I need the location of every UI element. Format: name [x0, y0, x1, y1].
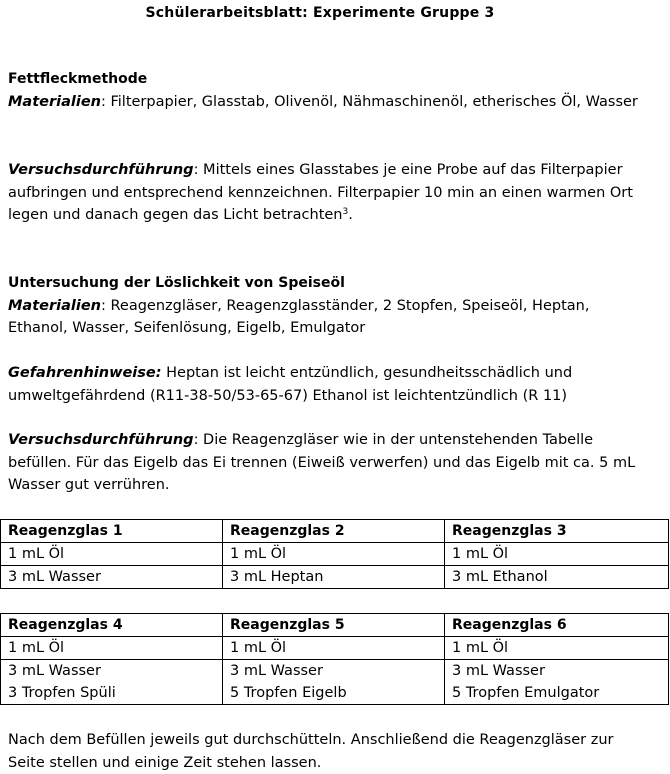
table-cell: 1 mL Öl: [1, 543, 223, 566]
table-header-cell: Reagenzglas 4: [1, 614, 223, 637]
procedure-end: .: [348, 207, 353, 223]
materials-paragraph: [8, 295, 648, 340]
cell-line: 5 Tropfen Emulgator: [452, 685, 600, 701]
materials-text: : Filterpapier, Glasstab, Olivenöl, Nähmaschinenöl, etherisches Öl, Wasser: [100, 93, 638, 110]
materials-paragraph: [8, 91, 648, 114]
table-cell: 1 mL Öl: [1, 637, 223, 660]
footnote-marker: 3: [342, 207, 349, 217]
materials-label: Materialien: [8, 93, 101, 110]
procedure-label: Versuchsdurchführung: [8, 162, 194, 178]
table-header-row: [1, 614, 669, 637]
hazards-label: Gefahrenhinweise:: [8, 365, 162, 381]
table-cell: 1 mL Öl: [445, 637, 669, 660]
table-cell: 1 mL Öl: [223, 637, 445, 660]
table-cell: 1 mL Öl: [445, 543, 669, 566]
reagenzglas-table-2: [0, 613, 669, 705]
cell-line: 5 Tropfen Eigelb: [230, 685, 347, 701]
table-header-cell: Reagenzglas 3: [445, 520, 669, 543]
hazards-text: Heptan ist leicht entzündlich, gesundheitsschädlich und umweltgefährdend (R11-38-50/53-65-67) Ethanol ist leichtentzündlich (R 11): [8, 365, 573, 404]
table-cell: 3 mL Ethanol: [445, 566, 669, 589]
table-row: [1, 543, 669, 566]
procedure-paragraph-2: [8, 429, 648, 497]
table-row: [1, 637, 669, 660]
table-header-row: [1, 520, 669, 543]
materials-label: Materialien: [8, 297, 101, 314]
procedure-paragraph-1: [8, 159, 648, 227]
table-cell: [1, 660, 223, 705]
table-row: [1, 660, 669, 705]
table-header-cell: Reagenzglas 2: [223, 520, 445, 543]
procedure-text: : Die Reagenzgläser wie in der untenstehenden Tabelle befüllen. Für das Eigelb das Ei trennen (Eiweiß verwerfen) und das Eigelb mit ca. 5 mL Wasser gut verrühren.: [8, 432, 636, 493]
table-cell: 3 mL Heptan: [223, 566, 445, 589]
cell-line: 3 mL Wasser: [452, 663, 545, 679]
table-header-cell: Reagenzglas 5: [223, 614, 445, 637]
procedure-label: Versuchsdurchführung: [8, 432, 194, 448]
table-header-cell: Reagenzglas 6: [445, 614, 669, 637]
page-title: Schülerarbeitsblatt: Experimente Gruppe 3: [145, 5, 495, 21]
table-cell: 1 mL Öl: [223, 543, 445, 566]
section-heading: Untersuchung der Löslichkeit von Speiseöl: [8, 275, 345, 291]
reagenzglas-table-1: [0, 519, 669, 589]
table-cell: [445, 660, 669, 705]
section-loeslichkeit: [8, 272, 648, 340]
closing-paragraph: Nach dem Befüllen jeweils gut durchschütteln. Anschließend die Reagenzgläser zur Seite stellen und einige Zeit stehen lassen.: [8, 732, 614, 771]
procedure-text: : Mittels eines Glasstabes je eine Probe auf das Filterpapier aufbringen und entsprechend kennzeichnen. Filterpapier 10 min an einen warmen Ort legen und danach gegen das Licht betrachten: [8, 162, 633, 223]
cell-line: 3 mL Wasser: [230, 663, 323, 679]
hazards-paragraph: [8, 362, 648, 407]
table-cell: 3 mL Wasser: [1, 566, 223, 589]
cell-line: 3 mL Wasser: [8, 663, 101, 679]
table-header-cell: Reagenzglas 1: [1, 520, 223, 543]
materials-text: : Reagenzgläser, Reagenzglasständer, 2 Stopfen, Speiseöl, Heptan, Ethanol, Wasser, Seifenlösung, Eigelb, Emulgator: [8, 297, 590, 336]
table-row: [1, 566, 669, 589]
section-heading: Fettfleckmethode: [8, 71, 148, 87]
table-cell: [223, 660, 445, 705]
section-fettfleck: [8, 68, 648, 113]
cell-line: 3 Tropfen Spüli: [8, 685, 116, 701]
